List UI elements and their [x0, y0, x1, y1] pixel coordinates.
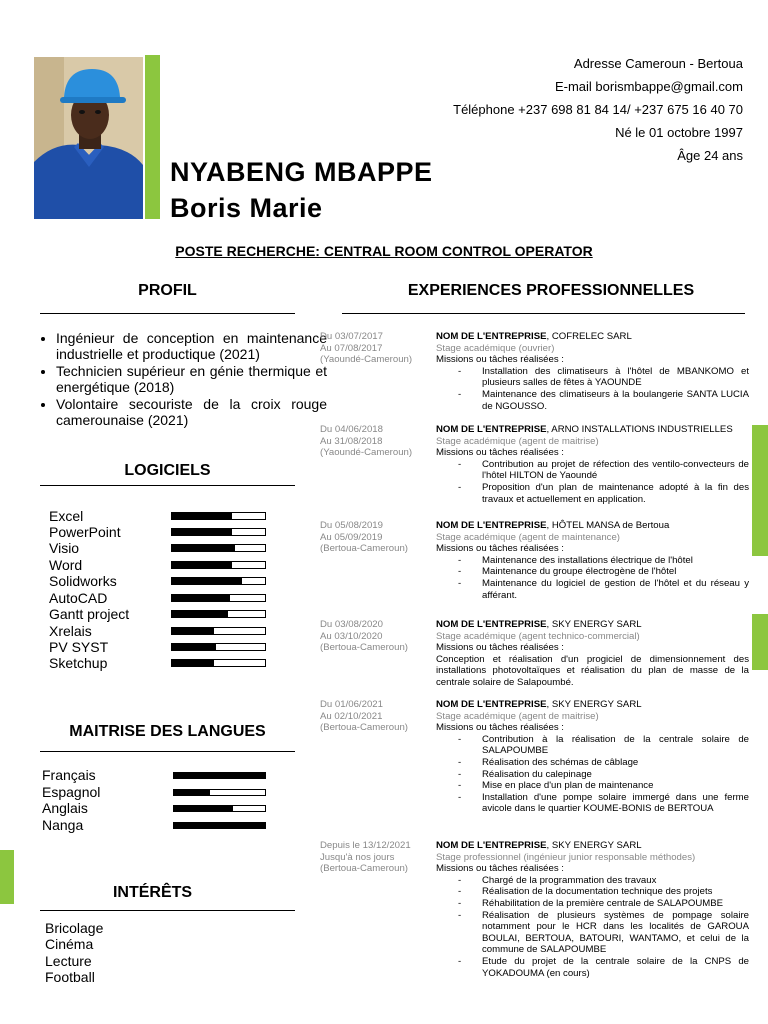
contact-email: E-mail borismbappe@gmail.com	[554, 79, 743, 94]
missions-label: Missions ou tâches réalisées :	[436, 447, 564, 459]
task-item: - Réalisation de plusieurs systèmes de pompage solaire notamment pour le HCR dans les localités de GAROUA BOULAI, BERTOUA, BATOURI, WANTAMO, et celui de la commune de SALAPOUMBE	[482, 910, 749, 956]
task-item: - Réhabilitation de la première centrale de SALAPOUMBE	[482, 898, 749, 910]
task-item: - Installation d'une pompe solaire immergé dans une ferme avicole dans le quartier KOUME-BONIS de BERTOUA	[482, 792, 749, 815]
experience-company	[436, 840, 749, 852]
task-item: - Réalisation des schémas de câblage	[482, 757, 749, 769]
language-level-fill	[174, 823, 265, 828]
skill-name: PowerPoint	[49, 524, 121, 540]
skill-level-fill	[172, 644, 216, 650]
language-name: Anglais	[42, 800, 88, 816]
company-name: , HÔTEL MANSA de Bertoua	[546, 520, 670, 531]
language-name: Espagnol	[42, 784, 101, 800]
experience-company	[436, 699, 749, 711]
company-label: NOM DE L'ENTREPRISE	[436, 840, 547, 851]
profil-rule	[40, 313, 295, 314]
accent-bar-right-1	[752, 425, 768, 556]
skill-level-bar	[171, 594, 266, 602]
experience-date-line: Au 02/10/2021	[320, 710, 383, 722]
company-name: , SKY ENERGY SARL	[546, 619, 642, 630]
company-name: , SKY ENERGY SARL	[546, 840, 642, 851]
company-label: NOM DE L'ENTREPRISE	[436, 699, 547, 710]
company-name: , ARNO INSTALLATIONS INDUSTRIELLES	[546, 424, 733, 435]
profil-item: • Ingénieur de conception en maintenance industrielle et productique (2021)	[56, 330, 327, 362]
experience-dates	[320, 619, 432, 654]
missions-label: Missions ou tâches réalisées :	[436, 722, 564, 734]
skill-level-bar	[171, 577, 266, 585]
experience-date-line: (Yaoundé-Cameroun)	[320, 447, 413, 459]
logiciels-title: LOGICIELS	[124, 462, 211, 479]
skill-level-fill	[172, 660, 214, 666]
interests-list	[45, 920, 103, 985]
skill-name: Visio	[49, 540, 80, 556]
experience-date-line: Du 04/06/2018	[320, 424, 383, 435]
experience-body	[436, 424, 749, 505]
experience-date-line: Du 03/07/2017	[320, 331, 383, 342]
interest-item: Football	[45, 968, 95, 985]
contact-phone: Téléphone +237 698 81 84 14/ +237 675 16 40 70	[453, 102, 743, 117]
task-list	[436, 366, 749, 412]
profil-item: • Volontaire secouriste de la croix rouge camerounaise (2021)	[56, 396, 327, 428]
task-item: - Réalisation de la documentation technique des projets	[482, 886, 749, 898]
contact-birthdate: Né le 01 octobre 1997	[615, 125, 743, 140]
experience-date-line: Au 07/08/2017	[320, 342, 383, 354]
skill-name: AutoCAD	[49, 590, 108, 606]
skill-level-fill	[172, 545, 235, 551]
experience-body	[436, 619, 749, 689]
task-item: - Contribution à la réalisation de la centrale solaire de SALAPOUMBE	[482, 734, 749, 757]
experience-company	[436, 619, 749, 631]
experience-body	[436, 520, 749, 601]
language-name: Français	[42, 767, 96, 783]
experience-role: Stage professionnel (ingénieur junior responsable méthodes)	[436, 851, 696, 863]
skill-row	[49, 590, 269, 606]
contact-age: Âge 24 ans	[677, 148, 743, 163]
contact-block	[453, 52, 743, 167]
language-name: Nanga	[42, 817, 84, 833]
experience-dates	[320, 840, 432, 875]
skill-level-bar	[171, 610, 266, 618]
task-item: - Réalisation du calepinage	[482, 769, 749, 781]
skill-name: Xrelais	[49, 623, 92, 639]
interest-item: Lecture	[45, 952, 92, 969]
skill-row	[49, 606, 269, 622]
experience-company	[436, 424, 749, 436]
experience-body	[436, 840, 749, 979]
profil-item: • Technicien supérieur en génie thermique et energétique (2018)	[56, 363, 327, 395]
experience-role: Stage académique (agent technico-commercial)	[436, 630, 640, 642]
experience-role: Stage académique (agent de maitrise)	[436, 710, 599, 722]
experience-body	[436, 331, 749, 412]
experiences-title: EXPERIENCES PROFESSIONNELLES	[407, 282, 695, 299]
contact-address: Adresse Cameroun - Bertoua	[573, 56, 743, 71]
experience-role: Stage académique (ouvrier)	[436, 342, 555, 354]
logiciels-rule	[40, 485, 295, 486]
language-row	[42, 800, 272, 816]
task-item: - Proposition d'un plan de maintenance adopté à la fin des travaux et actuellement en application.	[482, 482, 749, 505]
task-list	[436, 875, 749, 979]
skill-level-fill	[172, 611, 228, 617]
experience-date-line: Au 05/09/2019	[320, 531, 383, 543]
company-name: , SKY ENERGY SARL	[546, 699, 642, 710]
missions-label: Missions ou tâches réalisées :	[436, 543, 564, 555]
experience-body	[436, 699, 749, 815]
missions-label: Missions ou tâches réalisées :	[436, 642, 564, 654]
skill-level-bar	[171, 528, 266, 536]
task-item: - Maintenance du groupe électrogène de l'hôtel	[482, 566, 749, 578]
profil-list	[30, 330, 327, 429]
skill-level-bar	[171, 512, 266, 520]
skill-level-fill	[172, 595, 230, 601]
skill-name: Excel	[49, 508, 84, 524]
skill-row	[49, 623, 269, 639]
task-item: - Maintenance des climatiseurs à la boulangerie SANTA LUCIA de NGOUSSO.	[482, 389, 749, 412]
company-label: NOM DE L'ENTREPRISE	[436, 424, 547, 435]
experience-date-line: Du 05/08/2019	[320, 520, 383, 531]
task-list	[436, 555, 749, 601]
experience-role: Stage académique (agent de maitrise)	[436, 435, 599, 447]
skill-level-fill	[172, 578, 242, 584]
task-list	[436, 459, 749, 505]
experience-date-line: Au 03/10/2020	[320, 630, 383, 642]
missions-label: Missions ou tâches réalisées :	[436, 863, 564, 875]
experience-date-line: (Bertoua-Cameroun)	[320, 722, 408, 734]
experiences-rule	[342, 313, 745, 314]
skill-row	[49, 639, 269, 655]
skill-level-fill	[172, 562, 232, 568]
langues-title: MAITRISE DES LANGUES	[69, 723, 266, 740]
experience-role: Stage académique (agent de maintenance)	[436, 531, 621, 543]
skill-level-bar	[171, 659, 266, 667]
first-names: Boris Marie	[170, 193, 323, 223]
language-level-fill	[174, 790, 210, 795]
experience-date-line: (Bertoua-Cameroun)	[320, 642, 408, 654]
skill-row	[49, 573, 269, 589]
skill-level-bar	[171, 561, 266, 569]
company-name: , COFRELEC SARL	[546, 331, 632, 342]
experience-company	[436, 520, 749, 532]
language-level-bar	[173, 805, 266, 812]
language-level-bar	[173, 789, 266, 796]
language-level-fill	[174, 773, 265, 778]
profil-title: PROFIL	[138, 282, 197, 299]
skill-name: PV SYST	[49, 639, 109, 655]
experience-date-line: Jusqu'à nos jours	[320, 851, 395, 863]
language-row	[42, 784, 272, 800]
skill-row	[49, 540, 269, 556]
company-label: NOM DE L'ENTREPRISE	[436, 619, 547, 630]
task-item: - Mise en place d'un plan de maintenance	[482, 780, 749, 792]
task-item: - Maintenance du logiciel de gestion de l'hôtel et du réseau y afférant.	[482, 578, 749, 601]
last-name: NYABENG MBAPPE	[170, 157, 433, 187]
company-label: NOM DE L'ENTREPRISE	[436, 331, 547, 342]
experience-date-line: Du 03/08/2020	[320, 619, 383, 630]
interets-rule	[40, 910, 295, 911]
experience-company	[436, 331, 749, 343]
experience-dates	[320, 699, 432, 734]
task-item: - Maintenance des installations électrique de l'hôtel	[482, 555, 749, 567]
interets-title: INTÉRÊTS	[112, 884, 193, 901]
missions-label: Missions ou tâches réalisées :	[436, 354, 564, 366]
langues-rule	[40, 751, 295, 752]
skill-row	[49, 655, 269, 671]
experience-date-line: Au 31/08/2018	[320, 435, 383, 447]
task-item: - Installation des climatiseurs à l'hôtel de MBANKOMO et plusieurs salles de fêtes à YAOUNDE	[482, 366, 749, 389]
interest-item: Cinéma	[45, 936, 94, 953]
skill-row	[49, 524, 269, 540]
skill-name: Solidworks	[49, 573, 117, 589]
experience-date-line: (Bertoua-Cameroun)	[320, 543, 408, 555]
language-level-bar	[173, 772, 266, 779]
accent-bar-left	[0, 850, 14, 904]
profile-photo	[34, 57, 143, 219]
task-item: - Chargé de la programmation des travaux	[482, 875, 749, 887]
skill-level-fill	[172, 529, 232, 535]
experience-date-line: Depuis le 13/12/2021	[320, 840, 411, 851]
skill-name: Gantt project	[49, 606, 130, 622]
job-target: POSTE RECHERCHE: CENTRAL ROOM CONTROL OPERATOR	[175, 243, 593, 259]
experience-date-line: (Bertoua-Cameroun)	[320, 863, 408, 875]
task-item: - Etude du projet de la centrale solaire de la CNPS de YOKADOUMA (en cours)	[482, 956, 749, 979]
skill-level-bar	[171, 627, 266, 635]
experience-dates	[320, 520, 432, 555]
skill-level-bar	[171, 544, 266, 552]
interest-item: Bricolage	[45, 920, 104, 936]
experience-date-line: (Yaoundé-Cameroun)	[320, 354, 413, 366]
skill-level-fill	[172, 628, 214, 634]
experience-description: Conception et réalisation d'un progiciel de dimensionnement des installations photovoltaïques et réalisation du plan de masse de la centrale solaire de Salapoumbé.	[436, 653, 749, 688]
skill-row	[49, 508, 269, 524]
language-row	[42, 817, 272, 833]
experience-dates	[320, 331, 432, 366]
skill-name: Word	[49, 557, 83, 573]
task-item: - Contribution au projet de réfection des ventilo-convecteurs de l'hôtel HILTON de Yaoundé	[482, 459, 749, 482]
task-list	[436, 734, 749, 815]
experience-dates	[320, 424, 432, 459]
experience-date-line: Du 01/06/2021	[320, 699, 383, 710]
language-row	[42, 767, 272, 783]
skill-level-fill	[172, 513, 232, 519]
accent-bar	[145, 55, 160, 219]
skill-level-bar	[171, 643, 266, 651]
skill-row	[49, 557, 269, 573]
accent-bar-right-2	[752, 614, 768, 670]
skill-name: Sketchup	[49, 655, 108, 671]
language-level-fill	[174, 806, 233, 811]
company-label: NOM DE L'ENTREPRISE	[436, 520, 547, 531]
language-level-bar	[173, 822, 266, 829]
